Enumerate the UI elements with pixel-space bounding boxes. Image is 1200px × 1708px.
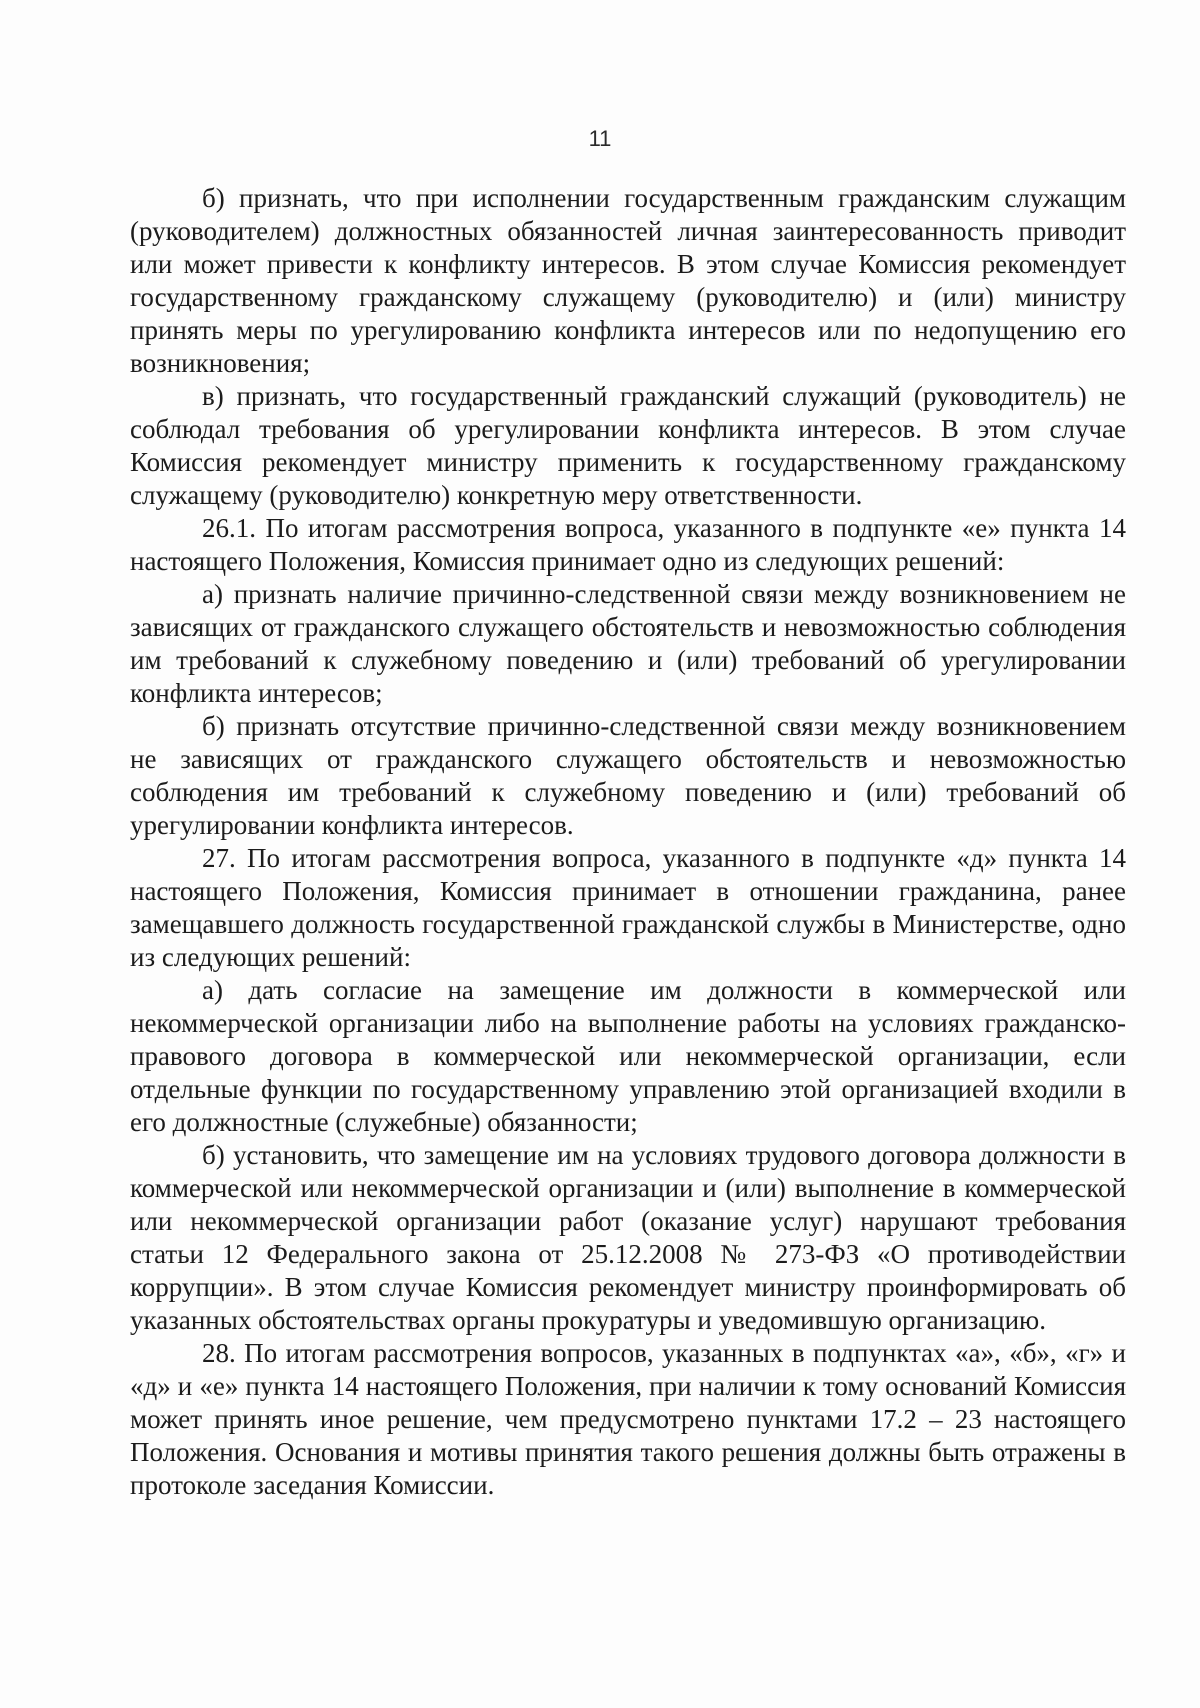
paragraph-26-1: 26.1. По итогам рассмотрения вопроса, указанного в подпункте «е» пункта 14 настоящего Положения, Комиссия принимает одно из следующих решений: <box>130 513 1126 576</box>
page-number: 11 <box>588 126 612 151</box>
paragraph-26-1-b: б) признать отсутствие причинно-следственной связи между возникновением не зависящих от гражданского служащего обстоятельств и невозможностью соблюдения им требований к служебному поведению и (или) требований об урегулировании конфликта интересов. <box>130 711 1126 840</box>
paragraph-27: 27. По итогам рассмотрения вопроса, указанного в подпункте «д» пункта 14 настоящего Положения, Комиссия принимает в отношении гражданина, ранее замещавшего должность государственной гражданской службы в Министерстве, одно из следующих решений: <box>130 843 1126 972</box>
paragraph-v-noncompliance: в) признать, что государственный гражданский служащий (руководитель) не соблюдал требования об урегулировании конфликта интересов. В этом случае Комиссия рекомендует министру применить к государственному гражданскому служащему (руководителю) конкретную меру ответственности. <box>130 381 1126 510</box>
paragraph-26-1-a: а) признать наличие причинно-следственной связи между возникновением не зависящих от гражданского служащего обстоятельств и невозможностью соблюдения им требований к служебному поведению и (или) требований об урегулировании конфликта интересов; <box>130 579 1126 708</box>
paragraph-27-b: б) установить, что замещение им на условиях трудового договора должности в коммерческой или некоммерческой организации и (или) выполнение в коммерческой или некоммерческой организации работ (оказание услуг) нарушают требования статьи 12 Федерального закона от 25.12.2008 № 273-ФЗ «О противодействии коррупции». В этом случае Комиссия рекомендует министру проинформировать об указанных обстоятельствах органы прокуратуры и уведомившую организацию. <box>130 1140 1126 1335</box>
paragraph-b-conflict: б) признать, что при исполнении государственным гражданским служащим (руководителем) должностных обязанностей личная заинтересованность приводит или может привести к конфликту интересов. В этом случае Комиссия рекомендует государственному гражданскому служащему (руководителю) и (или) министру принять меры по урегулированию конфликта интересов или по недопущению его возникновения; <box>130 183 1126 378</box>
paragraph-27-a: а) дать согласие на замещение им должности в коммерческой или некоммерческой организации либо на выполнение работы на условиях гражданско-правового договора в коммерческой или некоммерческой организации, если отдельные функции по государственному управлению этой организацией входили в его должностные (служебные) обязанности; <box>130 975 1126 1137</box>
paragraph-28: 28. По итогам рассмотрения вопросов, указанных в подпунктах «а», «б», «г» и «д» и «е» пункта 14 настоящего Положения, при наличии к тому оснований Комиссия может принять иное решение, чем предусмотрено пунктами 17.2 – 23 настоящего Положения. Основания и мотивы принятия такого решения должны быть отражены в протоколе заседания Комиссии. <box>130 1338 1126 1500</box>
document-body <box>130 182 1126 1502</box>
